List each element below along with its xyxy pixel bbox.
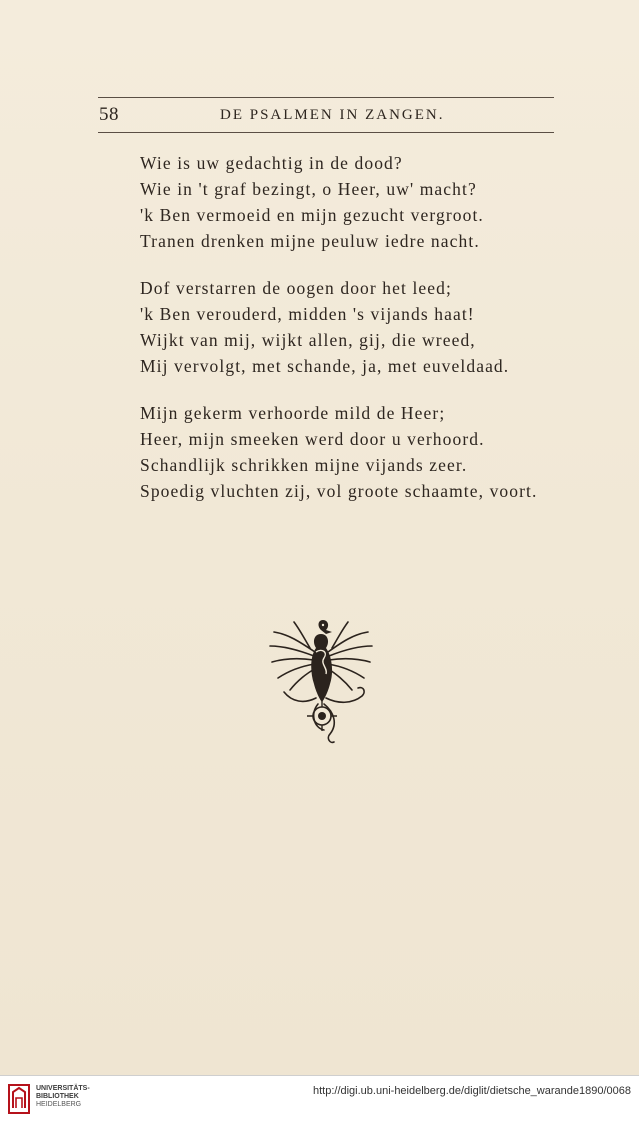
poem-line: 'k Ben vermoeid en mijn gezucht vergroot. xyxy=(140,205,484,225)
library-footer xyxy=(0,1075,639,1122)
stanza xyxy=(140,150,560,254)
stanza xyxy=(140,400,560,504)
poem-line: 'k Ben verouderd, midden 's vijands haat! xyxy=(140,304,475,324)
page-number: 58 xyxy=(99,104,119,125)
stanza xyxy=(140,275,560,379)
poem-line: Wie in 't graf bezingt, o Heer, uw' macht? xyxy=(140,179,477,199)
poem-line: Tranen drenken mijne peuluw iedre nacht. xyxy=(140,231,480,251)
poem-line: Heer, mijn smeeken werd door u verhoord. xyxy=(140,429,485,449)
poem-line: Wie is uw gedachtig in de dood? xyxy=(140,153,403,173)
poem-line: Wijkt van mij, wijkt allen, gij, die wreed, xyxy=(140,330,476,350)
logo-line: UNIVERSITÄTS- xyxy=(36,1085,90,1092)
library-logo-icon xyxy=(8,1084,30,1114)
poem-line: Dof verstarren de oogen door het leed; xyxy=(140,278,452,298)
header-rule-bottom xyxy=(98,132,554,133)
logo-line: HEIDELBERG xyxy=(36,1101,82,1108)
poem-line: Mijn gekerm verhoorde mild de Heer; xyxy=(140,403,446,423)
header-rule-top xyxy=(98,97,554,98)
library-logo-text xyxy=(36,1085,90,1109)
source-url-link[interactable]: http://digi.ub.uni-heidelberg.de/diglit/dietsche_warande1890/0068 xyxy=(312,1085,631,1097)
poem xyxy=(140,150,560,525)
eagle-vignette-icon xyxy=(260,612,380,752)
poem-line: Mij vervolgt, met schande, ja, met euveldaad. xyxy=(140,356,510,376)
poem-line: Spoedig vluchten zij, vol groote schaamte, voort. xyxy=(140,481,538,501)
logo-line: BIBLIOTHEK xyxy=(36,1093,79,1100)
running-head: DE PSALMEN IN ZANGEN. xyxy=(220,107,445,123)
poem-line: Schandlijk schrikken mijne vijands zeer. xyxy=(140,455,468,475)
